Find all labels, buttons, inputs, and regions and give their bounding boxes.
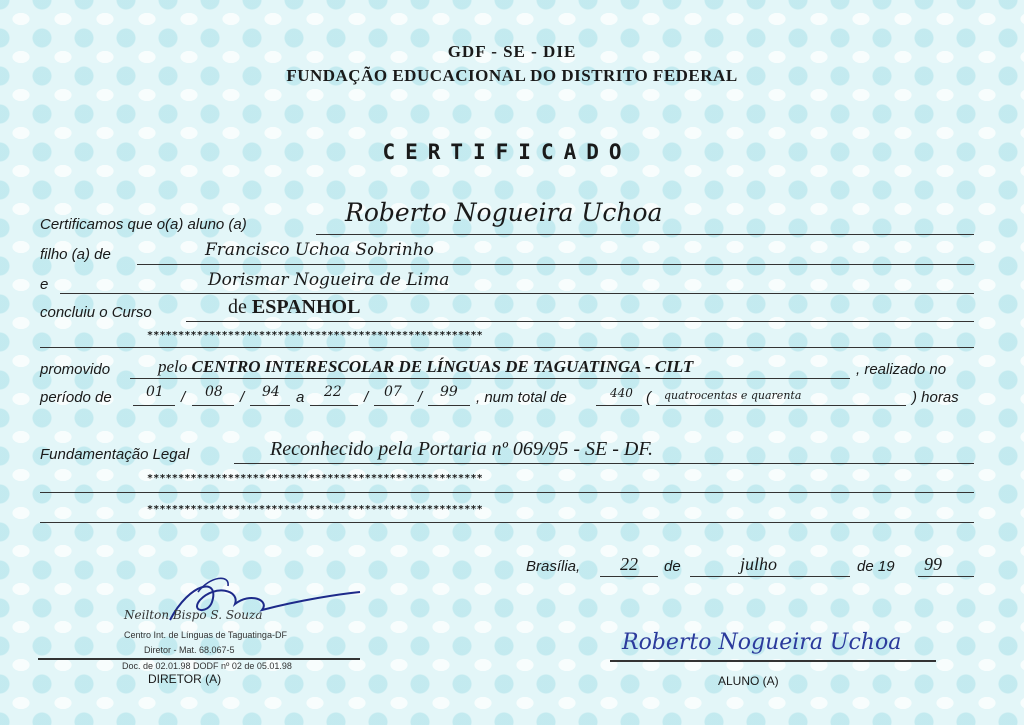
curso-prefix: de: [228, 296, 247, 318]
student-label: ALUNO (A): [718, 674, 779, 688]
total-label: , num total de: [476, 389, 567, 406]
m1-rule: [192, 405, 234, 406]
date-day: 22: [620, 554, 638, 574]
director-rule: [38, 658, 360, 660]
promovido-value: [158, 357, 693, 377]
slash-1: /: [181, 389, 186, 406]
stars-line-2: ******************************************************: [147, 473, 483, 484]
fund-rule: [234, 463, 974, 464]
total-rule: [596, 405, 642, 406]
date-de-2: de 19: [857, 558, 895, 575]
slash-3: /: [364, 389, 369, 406]
periodo-day-start: 01: [146, 384, 164, 400]
total-words-rule: [656, 405, 906, 406]
promovido-prefix: pelo: [158, 357, 188, 376]
day-rule: [600, 576, 658, 577]
promovido-label: promovido: [40, 361, 111, 378]
filho-label: filho (a) de: [40, 246, 111, 263]
pai-rule: [137, 264, 974, 265]
aluno-label: Certificamos que o(a) aluno (a): [40, 216, 247, 233]
director-label: DIRETOR (A): [148, 672, 222, 686]
city-label: Brasília,: [526, 558, 581, 575]
fund-label: Fundamentação Legal: [40, 446, 190, 463]
realizado-label: , realizado no: [856, 361, 947, 378]
m2-rule: [374, 405, 414, 406]
slash-2: /: [240, 389, 245, 406]
director-stamp-name: Neilton Bispo S. Souza: [124, 608, 263, 622]
mae-name: Dorismar Nogueira de Lima: [208, 270, 450, 290]
stars-line-1: ******************************************************: [147, 330, 483, 341]
curso-rule: [186, 321, 974, 322]
director-stamp-line-2: Diretor - Mat. 68.067-5: [144, 645, 235, 655]
d2-rule: [310, 405, 358, 406]
periodo-month-end: 07: [384, 384, 402, 400]
y1-rule: [250, 405, 290, 406]
periodo-day-end: 22: [324, 384, 342, 400]
periodo-year-start: 94: [262, 384, 280, 400]
date-de-1: de: [664, 558, 681, 575]
total-words: quatrocentas e quarenta: [664, 389, 802, 402]
curso-name: ESPANHOL: [251, 296, 361, 318]
periodo-month-start: 08: [205, 384, 223, 400]
stars-rule-1: [40, 347, 974, 348]
certificate-title: CERTIFICADO: [382, 140, 632, 164]
header-line-1: GDF - SE - DIE: [447, 42, 577, 61]
stars-rule-2: [40, 492, 974, 493]
header-line-2: FUNDAÇÃO EDUCACIONAL DO DISTRITO FEDERAL: [286, 66, 738, 85]
student-rule: [610, 660, 936, 662]
fund-value: Reconhecido pela Portaria nº 069/95 - SE - DF.: [270, 438, 653, 460]
mae-rule: [60, 293, 974, 294]
month-rule: [690, 576, 850, 577]
student-signature: Roberto Nogueira Uchoa: [622, 630, 902, 655]
d1-rule: [133, 405, 175, 406]
periodo-year-end: 99: [440, 384, 458, 400]
aluno-name: Roberto Nogueira Uchoa: [345, 198, 663, 227]
year-rule: [918, 576, 974, 577]
director-stamp-line-3: Doc. de 02.01.98 DODF nº 02 de 05.01.98: [122, 661, 292, 671]
a-label: a: [296, 389, 305, 406]
aluno-rule: [316, 234, 974, 235]
e-label: e: [40, 276, 49, 293]
total-value: 440: [610, 386, 633, 400]
stars-line-3: ******************************************************: [147, 504, 483, 515]
paren-open: (: [646, 389, 651, 406]
director-stamp-line-1: Centro Int. de Línguas de Taguatinga-DF: [124, 630, 287, 640]
pai-name: Francisco Uchoa Sobrinho: [205, 240, 434, 260]
date-month: julho: [740, 554, 778, 574]
date-year: 99: [924, 554, 942, 574]
y2-rule: [428, 405, 470, 406]
curso-value: [228, 296, 360, 319]
periodo-label: período de: [40, 389, 112, 406]
horas-label: ) horas: [912, 389, 959, 406]
promovido-rule: [130, 378, 850, 379]
promovido-institution: CENTRO INTERESCOLAR DE LÍNGUAS DE TAGUATINGA - CILT: [191, 357, 694, 376]
stars-rule-3: [40, 522, 974, 523]
slash-4: /: [418, 389, 423, 406]
curso-label: concluiu o Curso: [40, 304, 152, 321]
